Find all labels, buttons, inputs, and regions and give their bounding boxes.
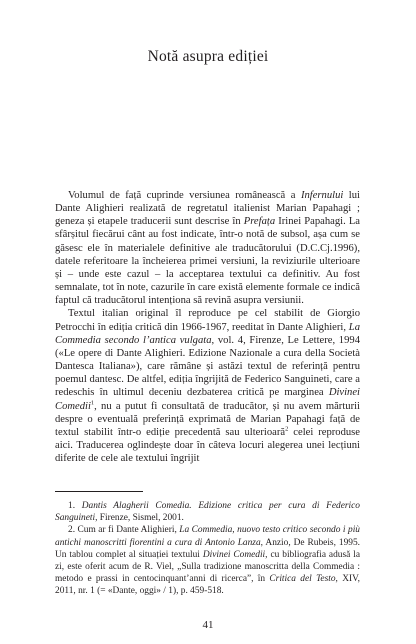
footnotes (55, 500, 360, 598)
text-run: , cu bibliografia adusă la zi, este oferit acum de R. Viel, „Sulla tradizione manoscritta della Commedia : metodo e prassi in centocinquant’anni di ricerca”, în (55, 549, 360, 585)
footnote (55, 524, 360, 597)
text-run: Volumul de față cuprinde versiunea românească a (68, 190, 301, 201)
text-run: , Firenze, Sismel, 2001. (95, 513, 184, 524)
italic-text: Dantis Alagherii Comedia. Edizione critica per cura di Federico Sanguineti (55, 501, 360, 524)
italic-text: Divinei Comedii (202, 549, 266, 560)
text-run: , nu a putut fi consultată de traducător, și nu avem mărturii despre o eventuală preferință exprimată de Marian Papahagi față de textul stabilit într-o ediție precedentă sau ulterioară (55, 400, 360, 438)
italic-text: Prefața (243, 216, 276, 228)
paragraph (55, 307, 360, 465)
italic-text: La Commedia secondo l’antica vulgata (55, 321, 360, 346)
main-text (55, 189, 360, 465)
text-run: , XIV, 2011, nr. 1 (= «Dante, oggi» / 1), p. 459-518. (55, 574, 360, 597)
italic-text: Critica del Testo (269, 574, 336, 585)
footnote-ref: 1 (90, 398, 95, 406)
italic-text: La Commedia, nuovo testo critico secondo i più antichi manoscritti fiorentini a cura di Antonio Lanza (55, 525, 360, 548)
italic-text: Divinei Comedii (55, 387, 360, 412)
page-title: Notă asupra ediției (147, 48, 269, 65)
page-number: 41 (202, 619, 214, 631)
footnote-separator (55, 491, 143, 492)
text-run: lui Dante Alighieri realizată de regretatul italienist Marian Papahagi ; geneza și etapele traducerii sunt descrise în (55, 190, 360, 228)
text-run: 1. (68, 501, 82, 511)
footnote (55, 500, 360, 524)
text-run: 2. Cum ar fi Dante Alighieri, (68, 525, 180, 536)
text-run: celei reproduse aici. Traducerea oglindește doar în câteva locuri alegerea unei lecțiuni diferite de cele ale textului îngrijit (55, 426, 361, 465)
footnote-ref: 2 (285, 425, 289, 433)
text-run: , vol. 4, Firenze, Le Lettere, 1994 («Le opere di Dante Alighieri. Edizione Nazionale a cura della Società Dantesca Italiana»), care rămâne și astăzi textul de referință pentru poemul dantesc. De altfel, ediția îngrijită de Federico Sanguineti, care a redeschis în ultimul deceniu dezbaterea critică pe marginea (55, 334, 360, 399)
italic-text: Infernului (300, 190, 344, 201)
text-run: Irinei Papahagi. La sfârșitul fiecărui cânt au fost indicate, într-o notă de subsol, așa cum se găsesc ele în materialele definitive ale traducătorului (D.C.Cj.1996), datele referitoare la încheierea primei versiuni, la reviziurile ulterioare și – unde este cazul – la acceptarea textului ca definitiv. Au fost semnalate, tot în note, cazurile în care există elemente formale ce indică faptul că traducătorul intenționa să revină asupra versiunii. (55, 216, 361, 307)
text-run: Textul italian original îl reproduce pe cel stabilit de Giorgio Petrocchi în ediția critică din 1966-1967, reeditat în Dante Alighieri, (55, 308, 360, 333)
paragraph (55, 189, 360, 307)
text-run: , Anzio, De Rubeis, 1995. Un tablou complet al situației textului (55, 537, 360, 560)
